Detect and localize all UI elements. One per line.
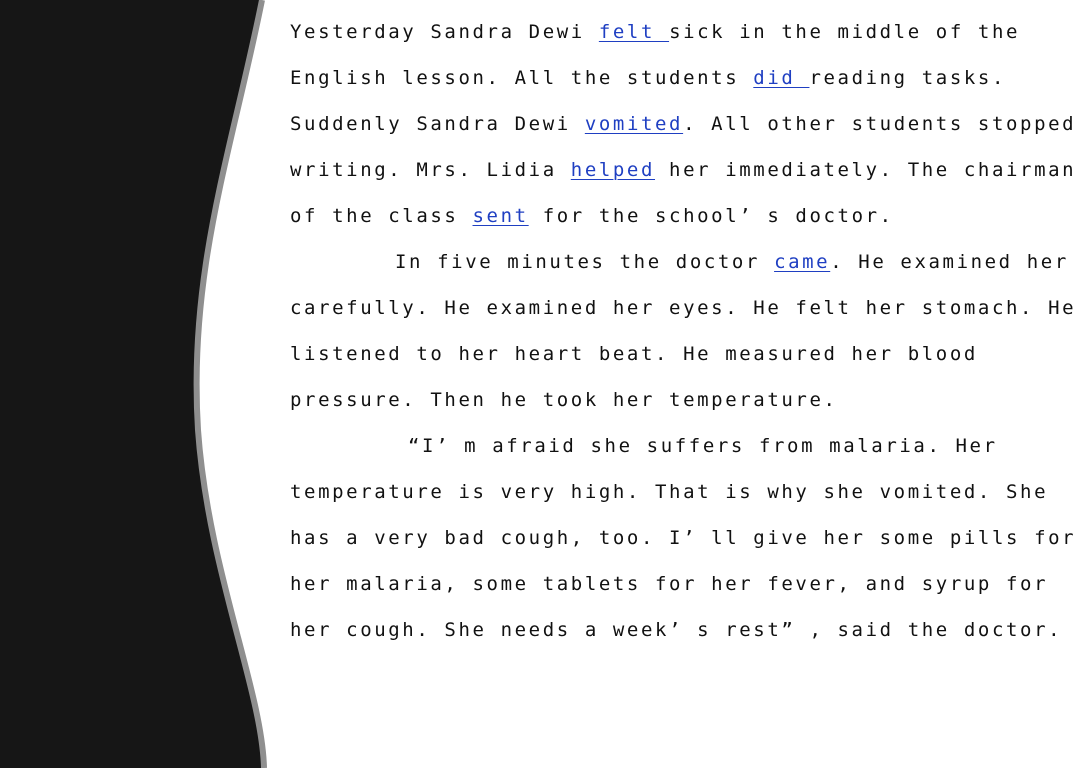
passage-text-segment: . All other students stopped	[683, 113, 1076, 135]
word-sent[interactable]: sent	[472, 205, 529, 227]
word-helped[interactable]: helped	[570, 159, 656, 181]
passage-text-segment: In five minutes the doctor	[395, 251, 775, 273]
passage-text-segment: for the school’ s doctor.	[528, 205, 894, 227]
passage-text-segment: Suddenly Sandra Dewi	[290, 113, 585, 135]
passage-line	[290, 572, 1048, 596]
passage-line	[290, 526, 1076, 550]
passage-text-segment: of the class	[290, 205, 473, 227]
passage-line	[290, 388, 838, 412]
word-vomited[interactable]: vomited	[584, 113, 684, 135]
passage-text-segment: “I’ m afraid she suffers from malaria. Her	[408, 435, 998, 457]
passage-text-segment: Yesterday Sandra Dewi	[290, 21, 599, 43]
word-felt[interactable]: felt	[598, 21, 670, 43]
word-did[interactable]: did	[753, 67, 810, 89]
passage-line	[408, 434, 998, 458]
passage-text-segment: pressure. Then he took her temperature.	[290, 389, 838, 411]
passage-line	[290, 20, 1020, 44]
passage-line	[290, 66, 1006, 90]
passage-text-segment: . He examined her	[830, 251, 1069, 273]
passage-line	[290, 480, 1048, 504]
passage-text-segment: her cough. She needs a week’ s rest” , said the doctor.	[290, 619, 1063, 641]
passage-text-segment: reading tasks.	[809, 67, 1006, 89]
passage-line	[290, 342, 978, 366]
word-came[interactable]: came	[774, 251, 831, 273]
passage-text-segment: writing. Mrs. Lidia	[290, 159, 571, 181]
passage-text-segment: her malaria, some tablets for her fever, and syrup for	[290, 573, 1049, 595]
passage-text-segment: listened to her heart beat. He measured her blood	[290, 343, 978, 365]
passage-text-segment: has a very bad cough, too. I’ ll give her some pills for	[290, 527, 1076, 549]
passage-line	[395, 250, 1069, 274]
passage-text-segment: temperature is very high. That is why she vomited. She	[290, 481, 1049, 503]
passage-text-segment: carefully. He examined her eyes. He felt her stomach. He	[290, 297, 1076, 319]
passage-text-segment: sick in the middle of the	[669, 21, 1021, 43]
passage-text-segment: her immediately. The chairman	[655, 159, 1076, 181]
passage-line	[290, 618, 1062, 642]
passage-line	[290, 204, 894, 228]
passage-line	[290, 158, 1076, 182]
passage-line	[290, 296, 1076, 320]
passage-text-segment: English lesson. All the students	[290, 67, 754, 89]
passage-line	[290, 112, 1076, 136]
